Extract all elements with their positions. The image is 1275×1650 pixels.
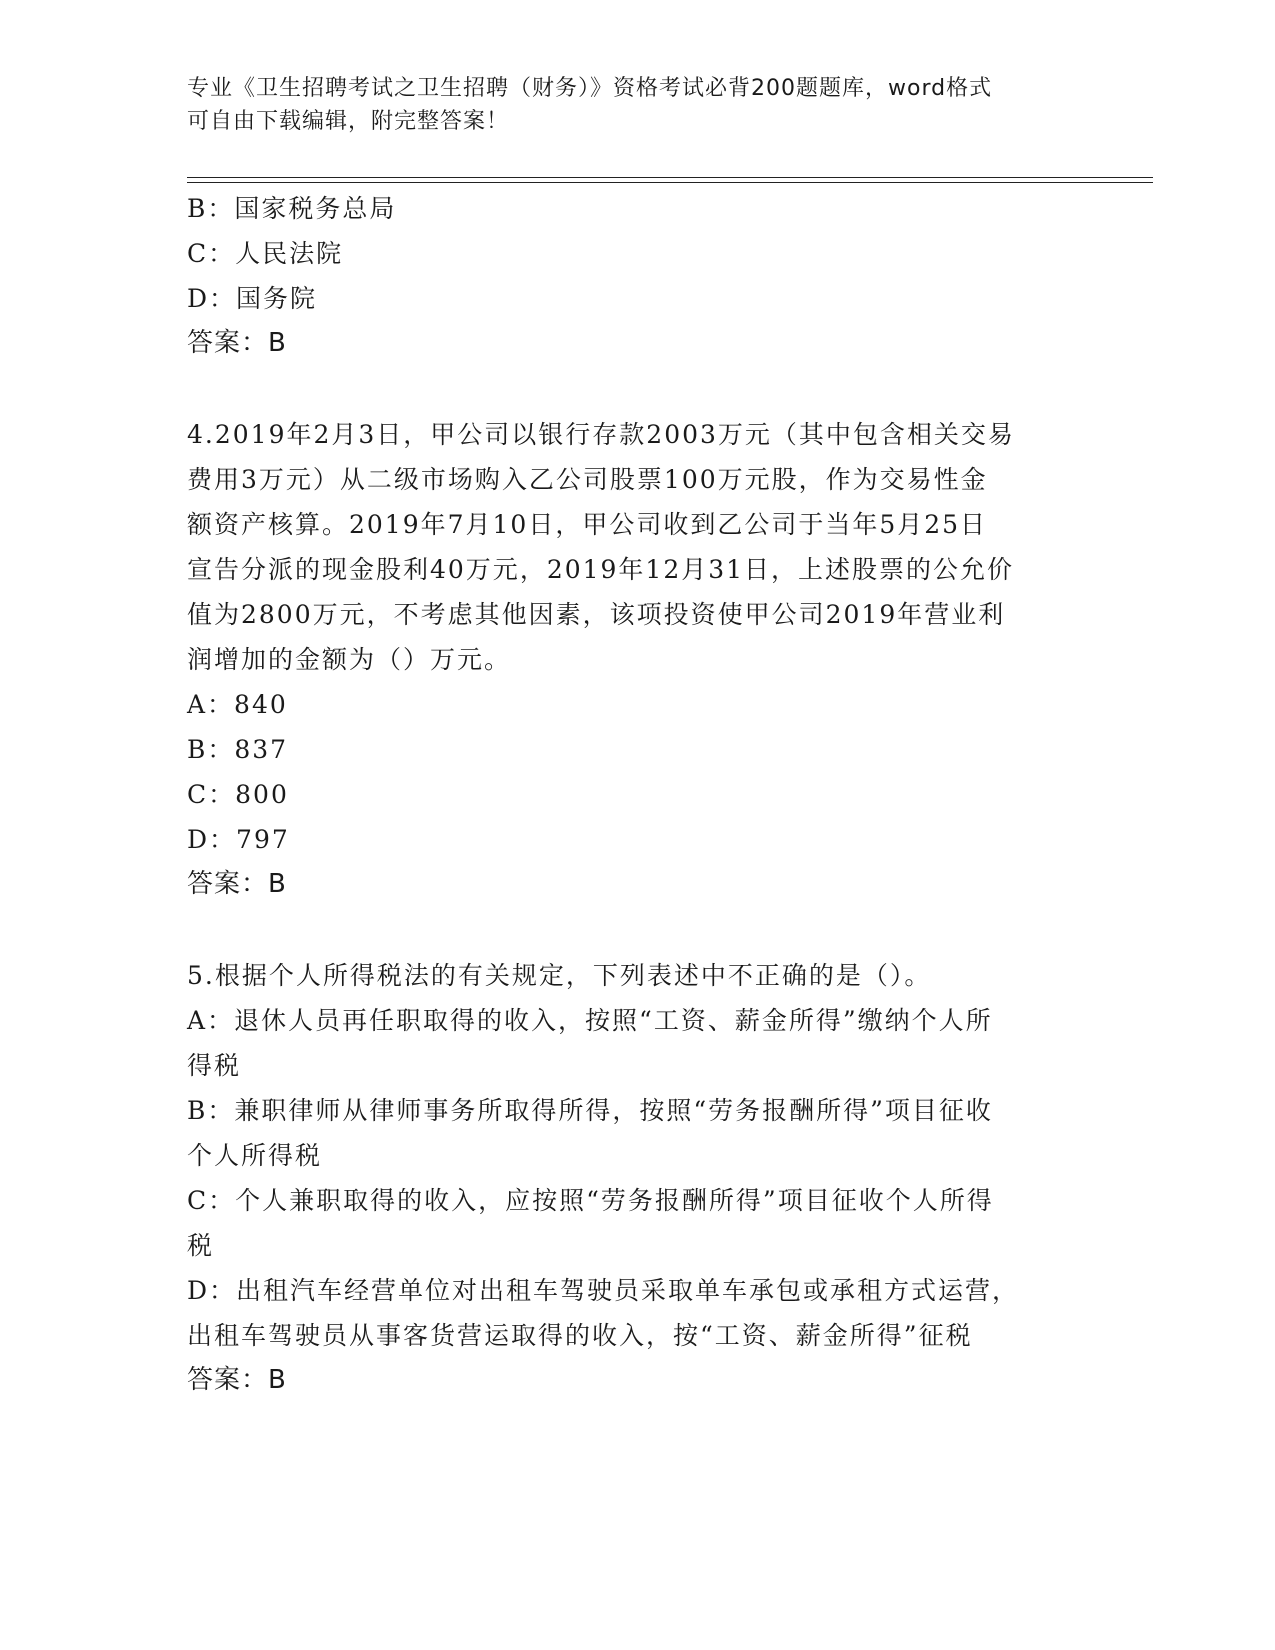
question-4 <box>187 412 1087 907</box>
q4-option-d: D：797 <box>187 825 290 854</box>
q4-stem-line: 润增加的金额为（）万元。 <box>187 645 512 674</box>
header-line-2: 可自由下载编辑，附完整答案！ <box>187 109 510 134</box>
q5-option-c-line: C：个人兼职取得的收入，应按照“劳务报酬所得”项目征收个人所得 <box>187 1186 994 1215</box>
q4-stem-line: 4.2019年2月3日，甲公司以银行存款2003万元（其中包含相关交易 <box>187 420 1015 449</box>
header-rule-bottom <box>187 182 1153 183</box>
q5-option-b-line: B：兼职律师从律师事务所取得所得，按照“劳务报酬所得”项目征收 <box>187 1096 993 1125</box>
q3-option-b: B：国家税务总局 <box>187 194 397 223</box>
q5-answer: 答案：B <box>187 1365 287 1395</box>
header-rule-top <box>187 177 1153 178</box>
q4-option-b: B：837 <box>187 735 289 764</box>
q3-option-d: D：国务院 <box>187 284 318 313</box>
q4-option-c: C：800 <box>187 780 289 809</box>
question-3 <box>187 186 1087 366</box>
q3-option-c: C：人民法院 <box>187 239 344 268</box>
q4-option-a: A：840 <box>187 690 288 719</box>
q4-stem-line: 宣告分派的现金股利40万元，2019年12月31日，上述股票的公允价 <box>187 555 1015 584</box>
q4-answer: 答案：B <box>187 869 287 899</box>
header-line-1: 专业《卫生招聘考试之卫生招聘（财务）》资格考试必背200题题库，word格式 <box>187 76 993 101</box>
spacer <box>187 366 1087 412</box>
question-5 <box>187 953 1087 1403</box>
q5-option-d-line: 出租车驾驶员从事客货营运取得的收入，按“工资、薪金所得”征税 <box>187 1321 973 1350</box>
q4-stem-line: 值为2800万元，不考虑其他因素，该项投资使甲公司2019年营业利 <box>187 600 1006 629</box>
q5-option-a-line: 得税 <box>187 1051 242 1080</box>
document-body <box>187 186 1087 1403</box>
q5-stem: 5.根据个人所得税法的有关规定，下列表述中不正确的是（）。 <box>187 961 932 990</box>
q5-option-b-line: 个人所得税 <box>187 1141 323 1170</box>
q5-option-d-line: D：出租汽车经营单位对出租车驾驶员采取单车承包或承租方式运营， <box>187 1276 1020 1305</box>
q5-option-c-line: 税 <box>187 1231 215 1260</box>
q3-answer: 答案：B <box>187 328 287 358</box>
q4-stem-line: 额资产核算。2019年7月10日，甲公司收到乙公司于当年5月25日 <box>187 510 988 539</box>
q5-option-a-line: A：退休人员再任职取得的收入，按照“工资、薪金所得”缴纳个人所 <box>187 1006 993 1035</box>
document-header <box>187 72 1067 138</box>
q4-stem-line: 费用3万元）从二级市场购入乙公司股票100万元股，作为交易性金 <box>187 465 988 494</box>
spacer <box>187 907 1087 953</box>
